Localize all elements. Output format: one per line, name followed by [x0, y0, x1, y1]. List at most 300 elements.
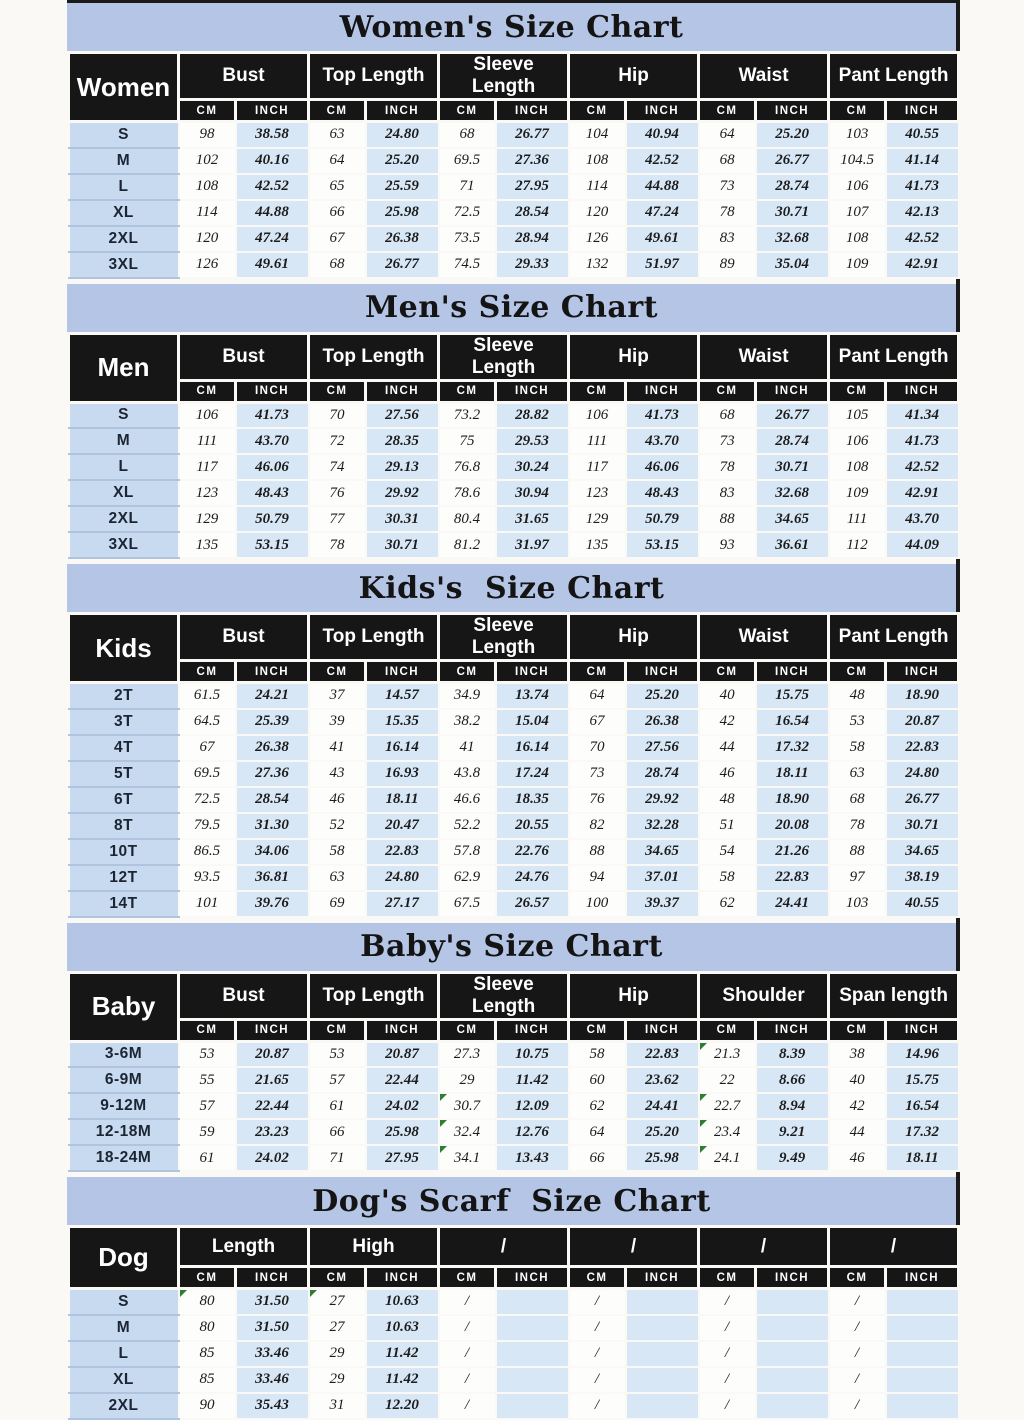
unit-header: INCH: [236, 100, 309, 122]
size-cell: 42.13: [886, 200, 959, 226]
table-body: [69, 1289, 959, 1419]
size-cell: 57: [179, 1093, 236, 1119]
size-cell: 30.71: [366, 532, 439, 558]
size-table: [67, 1225, 960, 1420]
size-cell: 104.5: [829, 148, 886, 174]
size-cell: 24.41: [756, 891, 829, 917]
size-cell: 42: [699, 709, 756, 735]
size-cell: 58: [829, 735, 886, 761]
size-cell: 52.2: [439, 813, 496, 839]
size-cell: 30.31: [366, 506, 439, 532]
size-cell: 79.5: [179, 813, 236, 839]
size-cell: 28.82: [496, 402, 569, 428]
size-row-label: L: [69, 174, 179, 200]
unit-header-row: [69, 1267, 959, 1289]
size-cell: 9.49: [756, 1145, 829, 1171]
size-cell: 16.93: [366, 761, 439, 787]
size-cell: 17.32: [756, 735, 829, 761]
size-cell: 41: [309, 735, 366, 761]
size-cell: 30.24: [496, 454, 569, 480]
size-cell: 93: [699, 532, 756, 558]
size-chart-section: [67, 923, 956, 1173]
size-cell: 48.43: [236, 480, 309, 506]
size-cell: 42.52: [626, 148, 699, 174]
group-header-row: [69, 614, 959, 661]
size-cell: [626, 1315, 699, 1341]
charts-container: [67, 3, 956, 1420]
unit-header: CM: [699, 1267, 756, 1289]
column-group-header: /: [699, 1227, 829, 1267]
size-cell: 78: [309, 532, 366, 558]
size-cell: 11.42: [366, 1367, 439, 1393]
column-group-header: Hip: [569, 333, 699, 380]
size-cell: 81.2: [439, 532, 496, 558]
size-cell: 73: [699, 174, 756, 200]
size-cell: 23.62: [626, 1067, 699, 1093]
size-cell: 24.76: [496, 865, 569, 891]
column-group-header: High: [309, 1227, 439, 1267]
group-header-row: [69, 53, 959, 100]
size-cell: 83: [699, 480, 756, 506]
size-cell: 93.5: [179, 865, 236, 891]
unit-header: INCH: [236, 1019, 309, 1041]
size-cell: 46.06: [236, 454, 309, 480]
size-cell: 69.5: [179, 761, 236, 787]
size-cell: 42.91: [886, 252, 959, 278]
size-cell: 33.46: [236, 1341, 309, 1367]
unit-header-row: [69, 1019, 959, 1041]
size-cell: 67: [309, 226, 366, 252]
size-row-label: XL: [69, 200, 179, 226]
size-cell: 88: [829, 839, 886, 865]
size-cell: [756, 1289, 829, 1315]
unit-header: INCH: [366, 661, 439, 683]
size-cell: 63: [309, 865, 366, 891]
size-cell: 76: [569, 787, 626, 813]
table-row: [69, 761, 959, 787]
size-cell: 23.23: [236, 1119, 309, 1145]
column-group-header: Bust: [179, 972, 309, 1019]
table-header: [69, 614, 959, 683]
size-cell: 20.87: [236, 1041, 309, 1067]
size-row-label: 14T: [69, 891, 179, 917]
size-cell: 46: [309, 787, 366, 813]
size-cell: 44.88: [626, 174, 699, 200]
size-row-label: 2T: [69, 683, 179, 709]
size-cell: 135: [179, 532, 236, 558]
size-cell: 38.58: [236, 122, 309, 148]
size-cell: 58: [569, 1041, 626, 1067]
column-group-header: Sleeve Length: [439, 972, 569, 1019]
size-cell: 49.61: [626, 226, 699, 252]
unit-header: CM: [569, 1267, 626, 1289]
size-cell: 42.91: [886, 480, 959, 506]
table-row: [69, 1315, 959, 1341]
chart-title-band: [67, 564, 956, 612]
unit-header: CM: [179, 1019, 236, 1041]
chart-title: Dog's Scarf Size Chart: [312, 1183, 711, 1219]
size-cell: /: [439, 1367, 496, 1393]
size-cell: 64.5: [179, 709, 236, 735]
size-cell: 18.11: [756, 761, 829, 787]
size-cell: 86.5: [179, 839, 236, 865]
column-group-header: Hip: [569, 614, 699, 661]
size-cell: 48: [699, 787, 756, 813]
size-cell: 64: [309, 148, 366, 174]
size-cell: 44: [829, 1119, 886, 1145]
size-cell: 37: [309, 683, 366, 709]
size-cell: 26.38: [366, 226, 439, 252]
table-row: [69, 1119, 959, 1145]
size-cell: 26.77: [366, 252, 439, 278]
size-cell: /: [439, 1315, 496, 1341]
size-cell: 129: [179, 506, 236, 532]
size-cell: 88: [699, 506, 756, 532]
size-cell: 22.44: [366, 1067, 439, 1093]
size-cell: 41.73: [626, 402, 699, 428]
size-cell: 40.94: [626, 122, 699, 148]
size-cell: 16.54: [886, 1093, 959, 1119]
unit-header: INCH: [496, 1267, 569, 1289]
size-cell: 29: [309, 1341, 366, 1367]
size-row-label: M: [69, 1315, 179, 1341]
size-cell: 71: [309, 1145, 366, 1171]
size-cell: 83: [699, 226, 756, 252]
size-cell: /: [699, 1289, 756, 1315]
unit-header: INCH: [886, 1267, 959, 1289]
size-cell: 40: [699, 683, 756, 709]
table-header: [69, 972, 959, 1041]
size-cell: 11.42: [496, 1067, 569, 1093]
size-cell: 18.11: [366, 787, 439, 813]
size-cell: 24.1: [699, 1145, 756, 1171]
size-cell: 62: [699, 891, 756, 917]
size-cell: 38.2: [439, 709, 496, 735]
size-cell: 21.65: [236, 1067, 309, 1093]
corner-label: Kids: [69, 614, 179, 683]
size-cell: [496, 1367, 569, 1393]
chart-title-band: [67, 1177, 956, 1225]
unit-header: CM: [829, 1019, 886, 1041]
size-cell: 73.5: [439, 226, 496, 252]
size-cell: /: [569, 1315, 626, 1341]
size-cell: 132: [569, 252, 626, 278]
size-cell: 32.4: [439, 1119, 496, 1145]
size-row-label: 3XL: [69, 532, 179, 558]
size-cell: 34.65: [626, 839, 699, 865]
unit-header: CM: [439, 661, 496, 683]
column-group-header: Top Length: [309, 53, 439, 100]
size-cell: 40.55: [886, 891, 959, 917]
column-group-header: Sleeve Length: [439, 333, 569, 380]
size-cell: 22.83: [626, 1041, 699, 1067]
size-row-label: 2XL: [69, 1393, 179, 1419]
size-cell: 40.55: [886, 122, 959, 148]
size-cell: 30.71: [756, 454, 829, 480]
table-row: [69, 735, 959, 761]
size-cell: 98: [179, 122, 236, 148]
unit-header: INCH: [626, 1267, 699, 1289]
size-cell: 72.5: [179, 787, 236, 813]
size-cell: 14.96: [886, 1041, 959, 1067]
table-row: [69, 709, 959, 735]
size-cell: 50.79: [236, 506, 309, 532]
table-row: [69, 1367, 959, 1393]
table-row: [69, 839, 959, 865]
size-cell: /: [439, 1393, 496, 1419]
size-cell: 126: [569, 226, 626, 252]
size-cell: 88: [569, 839, 626, 865]
size-cell: 29.33: [496, 252, 569, 278]
chart-title: Men's Size Chart: [364, 290, 659, 325]
size-cell: 18.90: [756, 787, 829, 813]
table-row: [69, 122, 959, 148]
column-group-header: /: [439, 1227, 569, 1267]
unit-header: CM: [309, 661, 366, 683]
table-row: [69, 480, 959, 506]
size-cell: 70: [569, 735, 626, 761]
size-cell: 42.52: [236, 174, 309, 200]
size-cell: 24.21: [236, 683, 309, 709]
size-cell: 46: [699, 761, 756, 787]
size-cell: 28.74: [626, 761, 699, 787]
unit-header: CM: [699, 661, 756, 683]
size-cell: 41.73: [886, 428, 959, 454]
size-cell: 20.47: [366, 813, 439, 839]
unit-header: CM: [569, 661, 626, 683]
size-cell: 66: [569, 1145, 626, 1171]
size-table: [67, 971, 960, 1173]
size-cell: 97: [829, 865, 886, 891]
table-row: [69, 1289, 959, 1315]
table-row: [69, 1093, 959, 1119]
size-cell: [886, 1367, 959, 1393]
size-cell: 46.06: [626, 454, 699, 480]
size-cell: 73: [569, 761, 626, 787]
unit-header-row: [69, 380, 959, 402]
size-cell: 25.20: [626, 1119, 699, 1145]
table-row: [69, 148, 959, 174]
column-group-header: Pant Length: [829, 614, 959, 661]
size-cell: 27.3: [439, 1041, 496, 1067]
table-header: [69, 53, 959, 122]
unit-header: INCH: [366, 1019, 439, 1041]
unit-header: CM: [439, 380, 496, 402]
size-cell: 63: [309, 122, 366, 148]
unit-header: INCH: [496, 380, 569, 402]
unit-header: INCH: [496, 100, 569, 122]
size-cell: 51.97: [626, 252, 699, 278]
size-cell: 20.87: [886, 709, 959, 735]
size-cell: [626, 1341, 699, 1367]
size-cell: 26.77: [756, 148, 829, 174]
column-group-header: Top Length: [309, 614, 439, 661]
size-cell: 120: [569, 200, 626, 226]
size-cell: 28.35: [366, 428, 439, 454]
table-row: [69, 1393, 959, 1419]
unit-header: CM: [309, 1019, 366, 1041]
unit-header: INCH: [626, 380, 699, 402]
size-table: [67, 612, 960, 918]
corner-label: Women: [69, 53, 179, 122]
unit-header: INCH: [756, 661, 829, 683]
size-cell: 20.08: [756, 813, 829, 839]
size-cell: 43.70: [886, 506, 959, 532]
size-cell: 39: [309, 709, 366, 735]
size-row-label: 12T: [69, 865, 179, 891]
size-cell: 25.20: [366, 148, 439, 174]
size-cell: 27.95: [496, 174, 569, 200]
size-cell: 15.35: [366, 709, 439, 735]
unit-header: INCH: [756, 1019, 829, 1041]
table-row: [69, 787, 959, 813]
size-cell: 22.83: [366, 839, 439, 865]
size-cell: [626, 1289, 699, 1315]
size-cell: 25.98: [626, 1145, 699, 1171]
size-cell: 63: [829, 761, 886, 787]
size-cell: 12.09: [496, 1093, 569, 1119]
column-group-header: Shoulder: [699, 972, 829, 1019]
size-cell: 20.55: [496, 813, 569, 839]
size-cell: 21.3: [699, 1041, 756, 1067]
size-cell: 25.59: [366, 174, 439, 200]
size-cell: 76: [309, 480, 366, 506]
table-row: [69, 1341, 959, 1367]
size-cell: 25.98: [366, 200, 439, 226]
size-cell: 39.37: [626, 891, 699, 917]
size-cell: 28.74: [756, 174, 829, 200]
group-header-row: [69, 333, 959, 380]
size-cell: 78.6: [439, 480, 496, 506]
size-cell: 46: [829, 1145, 886, 1171]
size-row-label: S: [69, 402, 179, 428]
table-row: [69, 226, 959, 252]
size-cell: 28.74: [756, 428, 829, 454]
size-cell: [756, 1367, 829, 1393]
size-cell: 22.7: [699, 1093, 756, 1119]
size-cell: 53.15: [236, 532, 309, 558]
size-cell: 69.5: [439, 148, 496, 174]
size-cell: 108: [829, 226, 886, 252]
table-row: [69, 200, 959, 226]
chart-title-band: [67, 284, 956, 332]
size-cell: 80.4: [439, 506, 496, 532]
size-cell: 29.92: [366, 480, 439, 506]
size-cell: [496, 1315, 569, 1341]
size-cell: 29.92: [626, 787, 699, 813]
size-cell: 41.73: [886, 174, 959, 200]
size-cell: /: [699, 1393, 756, 1419]
size-cell: [756, 1315, 829, 1341]
unit-header: CM: [439, 1267, 496, 1289]
chart-title: Baby's Size Chart: [360, 929, 663, 964]
column-group-header: Pant Length: [829, 333, 959, 380]
size-cell: 66: [309, 200, 366, 226]
size-cell: 29.13: [366, 454, 439, 480]
size-cell: 38: [829, 1041, 886, 1067]
size-cell: 76.8: [439, 454, 496, 480]
size-cell: /: [699, 1315, 756, 1341]
size-cell: 43: [309, 761, 366, 787]
size-cell: 8.94: [756, 1093, 829, 1119]
size-cell: 67: [179, 735, 236, 761]
size-cell: 90: [179, 1393, 236, 1419]
size-row-label: 12-18M: [69, 1119, 179, 1145]
size-cell: [756, 1393, 829, 1419]
size-cell: 72: [309, 428, 366, 454]
table-row: [69, 506, 959, 532]
size-cell: [626, 1367, 699, 1393]
size-cell: /: [829, 1367, 886, 1393]
size-cell: 33.46: [236, 1367, 309, 1393]
unit-header: CM: [179, 1267, 236, 1289]
column-group-header: Waist: [699, 614, 829, 661]
table-header: [69, 333, 959, 402]
table-body: [69, 402, 959, 558]
size-cell: 24.80: [886, 761, 959, 787]
size-cell: 123: [569, 480, 626, 506]
column-group-header: Waist: [699, 333, 829, 380]
size-table: [67, 332, 960, 560]
size-cell: 26.38: [236, 735, 309, 761]
size-cell: 43.70: [626, 428, 699, 454]
size-cell: 43.70: [236, 428, 309, 454]
table-row: [69, 428, 959, 454]
group-header-row: [69, 1227, 959, 1267]
size-cell: 32.28: [626, 813, 699, 839]
unit-header: INCH: [496, 1019, 569, 1041]
table-body: [69, 122, 959, 278]
size-cell: 51: [699, 813, 756, 839]
size-cell: 80: [179, 1315, 236, 1341]
size-cell: 101: [179, 891, 236, 917]
size-cell: /: [829, 1341, 886, 1367]
size-chart-section: [67, 3, 956, 279]
size-cell: 53.15: [626, 532, 699, 558]
size-cell: 103: [829, 891, 886, 917]
size-cell: 68: [699, 402, 756, 428]
size-cell: 61: [179, 1145, 236, 1171]
column-group-header: Span length: [829, 972, 959, 1019]
size-cell: 18.35: [496, 787, 569, 813]
size-cell: 68: [439, 122, 496, 148]
size-cell: 104: [569, 122, 626, 148]
size-cell: 28.54: [236, 787, 309, 813]
size-cell: 28.54: [496, 200, 569, 226]
column-group-header: Bust: [179, 614, 309, 661]
size-row-label: 3T: [69, 709, 179, 735]
size-row-label: 3-6M: [69, 1041, 179, 1067]
size-cell: 24.02: [236, 1145, 309, 1171]
size-cell: 17.24: [496, 761, 569, 787]
size-cell: 61: [309, 1093, 366, 1119]
size-cell: 126: [179, 252, 236, 278]
table-row: [69, 813, 959, 839]
size-cell: 16.54: [756, 709, 829, 735]
size-cell: 31.97: [496, 532, 569, 558]
size-cell: 15.75: [886, 1067, 959, 1093]
size-cell: 64: [569, 1119, 626, 1145]
size-cell: 17.32: [886, 1119, 959, 1145]
size-cell: 111: [829, 506, 886, 532]
chart-title: Women's Size Chart: [339, 9, 684, 45]
unit-header: INCH: [496, 661, 569, 683]
size-cell: [496, 1393, 569, 1419]
unit-header: CM: [699, 100, 756, 122]
size-cell: 12.20: [366, 1393, 439, 1419]
size-cell: [496, 1341, 569, 1367]
size-cell: 25.98: [366, 1119, 439, 1145]
